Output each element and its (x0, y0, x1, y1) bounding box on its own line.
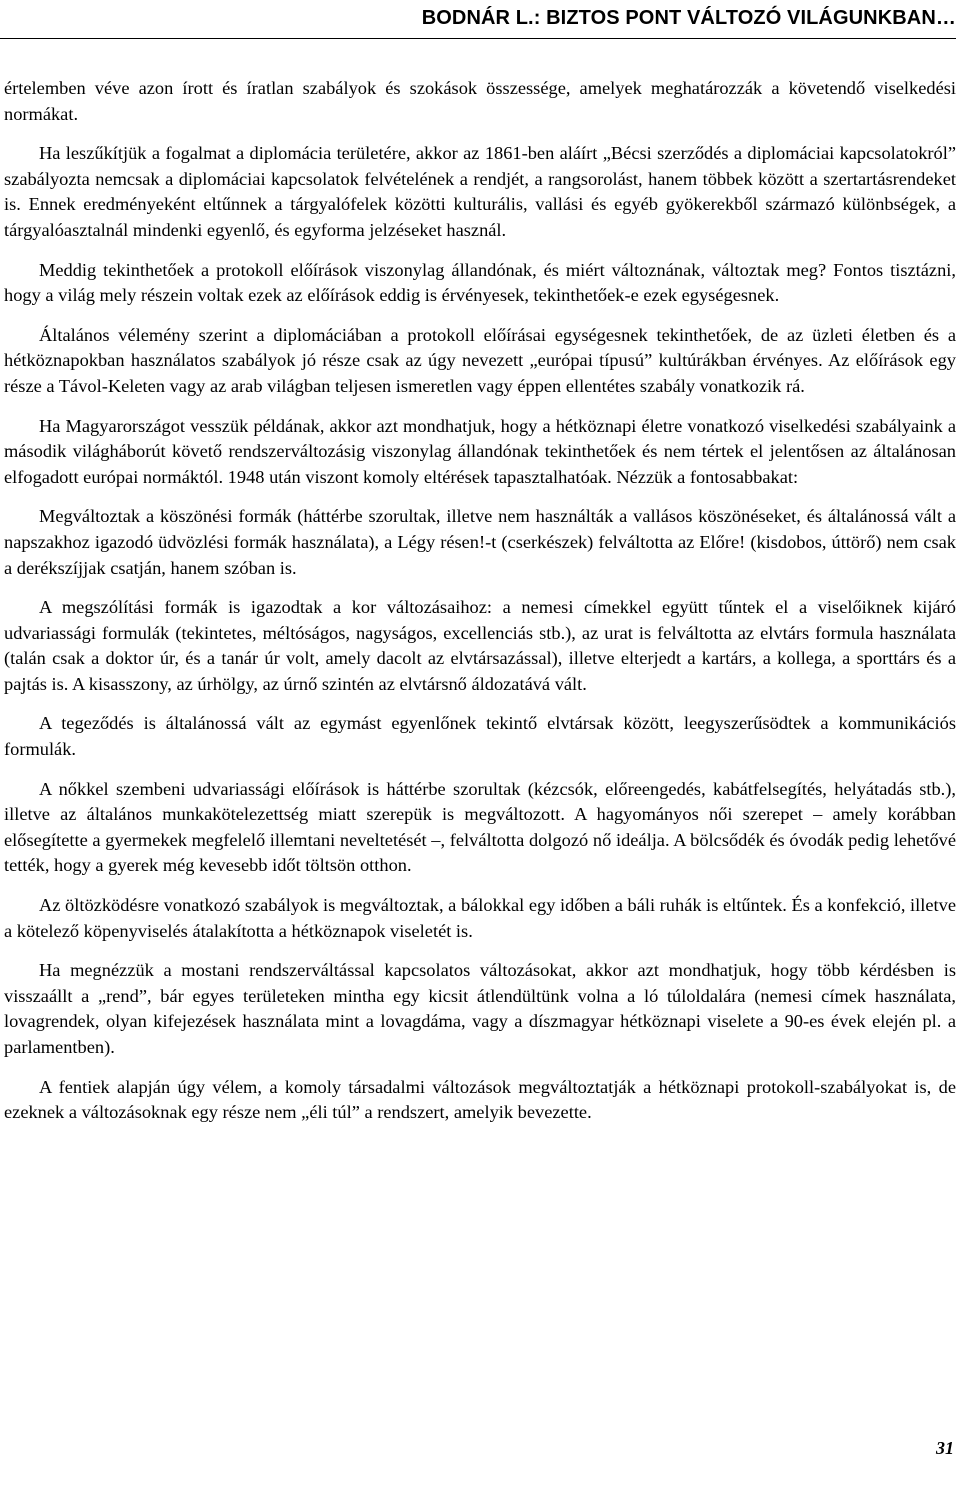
paragraph-3: Meddig tekinthetőek a protokoll előírások viszonylag állandónak, és miért változnának, változtak meg? Fontos tisztázni, hogy a világ mely részein voltak ezek az előírások eddig is érvényesek, tekinthetőek-e ezek egységesnek. (4, 259, 956, 306)
paragraph-11: Ha megnézzük a mostani rendszerváltással kapcsolatos változásokat, akkor azt mondhatjuk, hogy több kérdésben is visszaállt a „rend”, bár egyes területeken mintha egy kicsit átlendültünk volna a ló túloldalára (nemesi címek használata, lovagrendek, olyan kifejezések használata mint a lovagdáma, vagy a díszmagyar hétköznapi viselete a 90-es évek elején pl. a parlamentben). (4, 960, 956, 1057)
paragraph-4: Általános vélemény szerint a diplomáciában a protokoll előírásai egységesnek tekinthetőek, de az üzleti életben és a hétköznapokban használatos szabályok jó része csak az úgy nevezett „európai típusú” kultúrákban érvényes. Az előírások egy része a Távol-Keleten vagy az arab világban teljesen ismeretlen vagy éppen ellentétes szabály vonatkozik rá. (4, 324, 956, 396)
body-text (4, 76, 956, 1140)
paragraph-12: A fentiek alapján úgy vélem, a komoly társadalmi változások megváltoztatják a hétköznapi protokoll-szabályokat is, de ezeknek a változásoknak egy része nem „éli túl” a rendszert, amelyik bevezette. (4, 1076, 956, 1123)
paragraph-6: Megváltoztak a köszönési formák (háttérbe szorultak, illetve nem használták a vallásos köszönéseket, és általánossá vált a napszakhoz igazodó üdvözlési formák használata), a Légy résen!-t (cserkészek) felváltotta az Előre! (kisdobos, úttörő) nem csak a derékszíjjak csatján, hanem szóban is. (4, 506, 956, 578)
paragraph-8: A tegeződés is általánossá vált az egymást egyenlőnek tekintő elvtársak között, leegyszerűsödtek a kommunikációs formulák. (4, 713, 956, 760)
running-header (0, 4, 956, 39)
paragraph-2: Ha leszűkítjük a fogalmat a diplomácia területére, akkor az 1861-ben aláírt „Bécsi szerződés a diplomáciai kapcsolatokról” szabályozta nemcsak a diplomáciai kapcsolatok felvételének a rendjét, a rangsorolást, hanem többek között a szertartásrendeket is. Ennek eredményeként eltűnnek a tárgyalófelek közötti kulturális, vallási és egyéb gyökerekből származó különbségek, a tárgyalóasztalnál mindenki egyenlő, és egyforma jelzéseket használ. (4, 143, 956, 240)
paragraph-7: A megszólítási formák is igazodtak a kor változásaihoz: a nemesi címekkel együtt tűntek el a viselőiknek kijáró udvariassági formulák (tekintetes, méltóságos, nagyságos, excellenciás stb.), az urat is felváltotta az elvtárs formula használata (talán csak a doktor úr, és a tanár úr volt, amely dacolt az elvtársazással), illetve elterjedt a kartárs, a kollega, a sporttárs és a pajtás is. A kisasszony, az úrhölgy, az úrnő szintén az elvtársnő áldozatává vált. (4, 597, 956, 694)
paragraph-9: A nőkkel szembeni udvariassági előírások is háttérbe szorultak (kézcsók, előreengedés, kabátfelsegítés, helyátadás stb.), illetve az általános munkakötelezettség miatt szerepük is megváltozott. A hagyományos női szerepet – amely korábban elősegítette a gyermekek megfelelő illemtani neveltetését –, felváltotta dolgozó nő ideálja. A bölcsődék és óvodák pedig lehetővé tették, hogy a gyerek még kevesebb időt töltsön otthon. (4, 778, 956, 876)
paragraph-1: értelemben véve azon írott és íratlan szabályok és szokások összessége, amelyek meghatározzák a követendő viselkedési normákat. (4, 78, 956, 124)
page-number: 31 (936, 1438, 954, 1458)
paragraph-10: Az öltözködésre vonatkozó szabályok is megváltoztak, a bálokkal egy időben a báli ruhák is eltűntek. És a konfekció, illetve a kötelező köpenyviselés átalakította a hétköznapok viseletét is. (4, 895, 956, 941)
running-header-title: BODNÁR L.: BIZTOS PONT VÁLTOZÓ VILÁGUNKBAN… (421, 7, 956, 29)
paragraph-5: Ha Magyarországot vesszük példának, akkor azt mondhatjuk, hogy a hétköznapi életre vonatkozó viselkedési szabályaink a második világháborút követő rendszerváltozásig viszonylag állandónak tekinthetőek és nem tértek el jelentősen az általánosan elfogadott európai normáktól. 1948 után viszont komoly eltérések tapasztalhatóak. Nézzük a fontosabbakat: (4, 415, 956, 487)
